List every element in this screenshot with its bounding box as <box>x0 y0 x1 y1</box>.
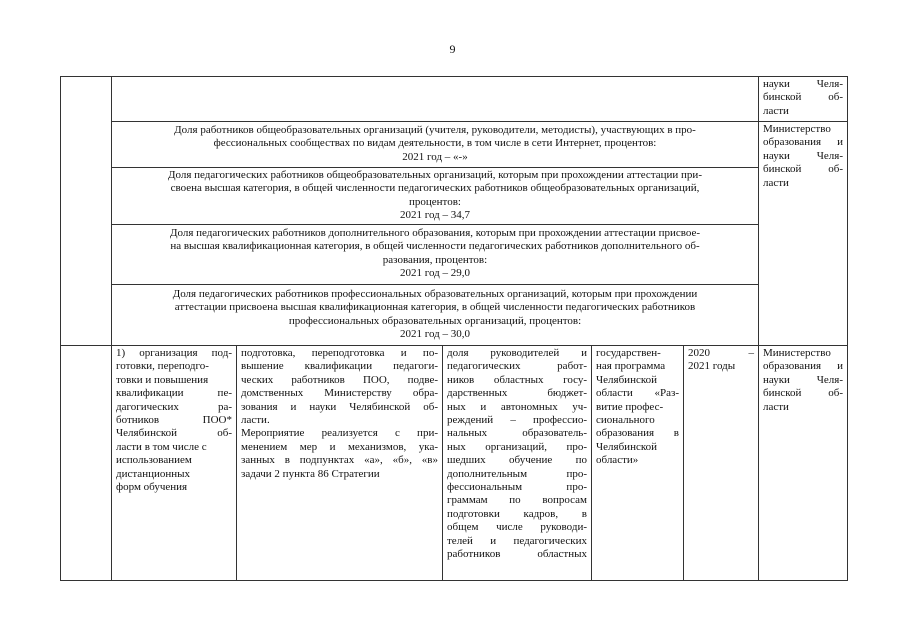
text-line: ласти <box>763 104 789 117</box>
text-line: ласти <box>763 176 789 189</box>
text-line: Челябинской об- <box>116 427 232 440</box>
text-line: ласти. <box>241 414 270 427</box>
cell-top-ministry <box>758 76 848 122</box>
indicator-text: Доля педагогических работников профессиональных образовательных организаций, которым при прохождении <box>172 288 698 300</box>
text-line: области» <box>596 454 639 467</box>
text-line: Министерство <box>763 347 831 359</box>
text-line: дарственных бюджет- <box>447 387 587 400</box>
cell-activity-program <box>591 345 684 581</box>
cell-activity-period <box>683 345 759 581</box>
text-line: государствен- <box>596 347 661 359</box>
indicator-cell <box>111 121 759 168</box>
text-line: подготовка, переподготовка и по- <box>241 347 438 359</box>
text-line: реждений – профессио- <box>447 414 587 427</box>
cell-activity-indicator <box>442 345 592 581</box>
indicator-text: разования, процентов: <box>382 253 488 266</box>
text-line: менением мер и механизмов, ука- <box>241 440 438 453</box>
text-line: работников областных <box>447 548 587 561</box>
cell-activity-ministry <box>758 345 848 581</box>
text-line: граммам по вопросам <box>447 494 587 507</box>
text-line: Мероприятие реализуется с при- <box>241 427 438 440</box>
text-line: готовки, переподго- <box>116 360 209 373</box>
text-line: 1) организация под- <box>116 347 232 359</box>
text-line: доля руководителей и <box>447 347 587 359</box>
text-line: ников областных госу- <box>447 373 587 386</box>
indicator-text: процентов: <box>409 195 461 208</box>
text-line: ных организаций, про- <box>447 440 587 453</box>
text-line: шедших обучение по <box>447 454 587 467</box>
indicator-text: Доля педагогических работников общеобразовательных организаций, которым при прохождении аттестации при- <box>168 169 702 181</box>
cell-continuation-wide <box>111 76 759 122</box>
indicator-text: аттестации присвоена высшая квалификационная категория, в общей численности педагогических работников <box>174 301 696 314</box>
indicator-text: фессиональных сообществах по видам деятельности, в том числе в сети Интернет, процентов: <box>213 137 657 150</box>
text-line: бинской об- <box>763 163 843 176</box>
text-line: дистанционных <box>116 467 191 480</box>
text-line: Челябинской <box>596 373 658 386</box>
indicator-cell <box>111 167 759 225</box>
text-line: товки и повышения <box>116 373 209 386</box>
indicator-value: 2021 год – 29,0 <box>399 267 471 280</box>
indicator-value: 2021 год – «-» <box>402 150 468 163</box>
text-line: общем числе руководи- <box>447 521 587 534</box>
text-line: образования и <box>763 136 843 149</box>
cell-activity-number <box>60 345 112 581</box>
text-line: фессиональным про- <box>447 481 587 494</box>
text-line: Министерство <box>763 123 831 135</box>
text-line: науки Челя- <box>763 373 843 386</box>
text-line: форм обучения <box>116 481 188 494</box>
text-line: сионального <box>596 414 655 427</box>
indicator-value: 2021 год – 34,7 <box>399 209 471 222</box>
indicator-text: Доля педагогических работников дополнительного образования, которым при прохождении аттестации присвое- <box>169 227 701 239</box>
text-line: квалификации пе- <box>116 387 232 400</box>
text-line: занных в подпунктах «а», «б», «в» <box>241 454 438 467</box>
text-line: витие профес- <box>596 400 664 413</box>
text-line: образования в <box>596 427 679 440</box>
text-line: науки Челя- <box>763 149 843 162</box>
text-line: ческих работников ПОО, подве- <box>241 373 438 386</box>
text-line: домственных Министерству обра- <box>241 387 438 400</box>
text-line: ласти в том числе с <box>116 440 207 453</box>
cell-continuation-narrow <box>60 76 112 346</box>
text-line: 2021 годы <box>688 360 736 373</box>
indicator-cell <box>111 284 759 346</box>
text-line: нальных образователь- <box>447 427 587 440</box>
cell-activity-description <box>236 345 443 581</box>
indicator-value: 2021 год – 30,0 <box>399 328 471 341</box>
text-line: телей и педагогических <box>447 534 587 547</box>
cell-indicators-ministry <box>758 121 848 346</box>
text-line: науки Челя- <box>763 78 843 90</box>
indicator-cell <box>111 224 759 285</box>
text-line: ласти <box>763 400 789 413</box>
text-line: Челябинской <box>596 440 658 453</box>
text-line: зования и науки Челябинской об- <box>241 400 438 413</box>
text-line: использованием <box>116 454 192 467</box>
indicator-text: профессиональных образовательных организаций, процентов: <box>288 314 582 327</box>
indicator-text: на высшая квалификационная категория, в общей численности педагогических работников дополнительного об- <box>170 240 700 253</box>
text-line: ная программа <box>596 360 666 373</box>
text-line: ных и автономных уч- <box>447 400 587 413</box>
text-line: подготовки кадров, в <box>447 507 587 520</box>
text-line: образования и <box>763 360 843 373</box>
text-line: педагогических работ- <box>447 360 587 373</box>
text-line: ботников ПОО* <box>116 414 232 427</box>
text-line: дагогических ра- <box>116 400 232 413</box>
page-number: 9 <box>449 42 456 56</box>
indicator-text: Доля работников общеобразовательных организаций (учителя, руководители, методисты), участвующих в про- <box>174 124 696 136</box>
text-line: 2020 – <box>688 347 754 359</box>
text-line: бинской об- <box>763 91 843 104</box>
text-line: дополнительным про- <box>447 467 587 480</box>
text-line: задачи 2 пункта 86 Стратегии <box>241 467 380 480</box>
cell-activity-name <box>111 345 237 581</box>
text-line: бинской об- <box>763 387 843 400</box>
text-line: вышение квалификации педагоги- <box>241 360 438 373</box>
indicator-text: своена высшая категория, в общей численности педагогических работников общеобразовательных организаций, <box>170 182 700 195</box>
text-line: области «Раз- <box>596 387 679 400</box>
